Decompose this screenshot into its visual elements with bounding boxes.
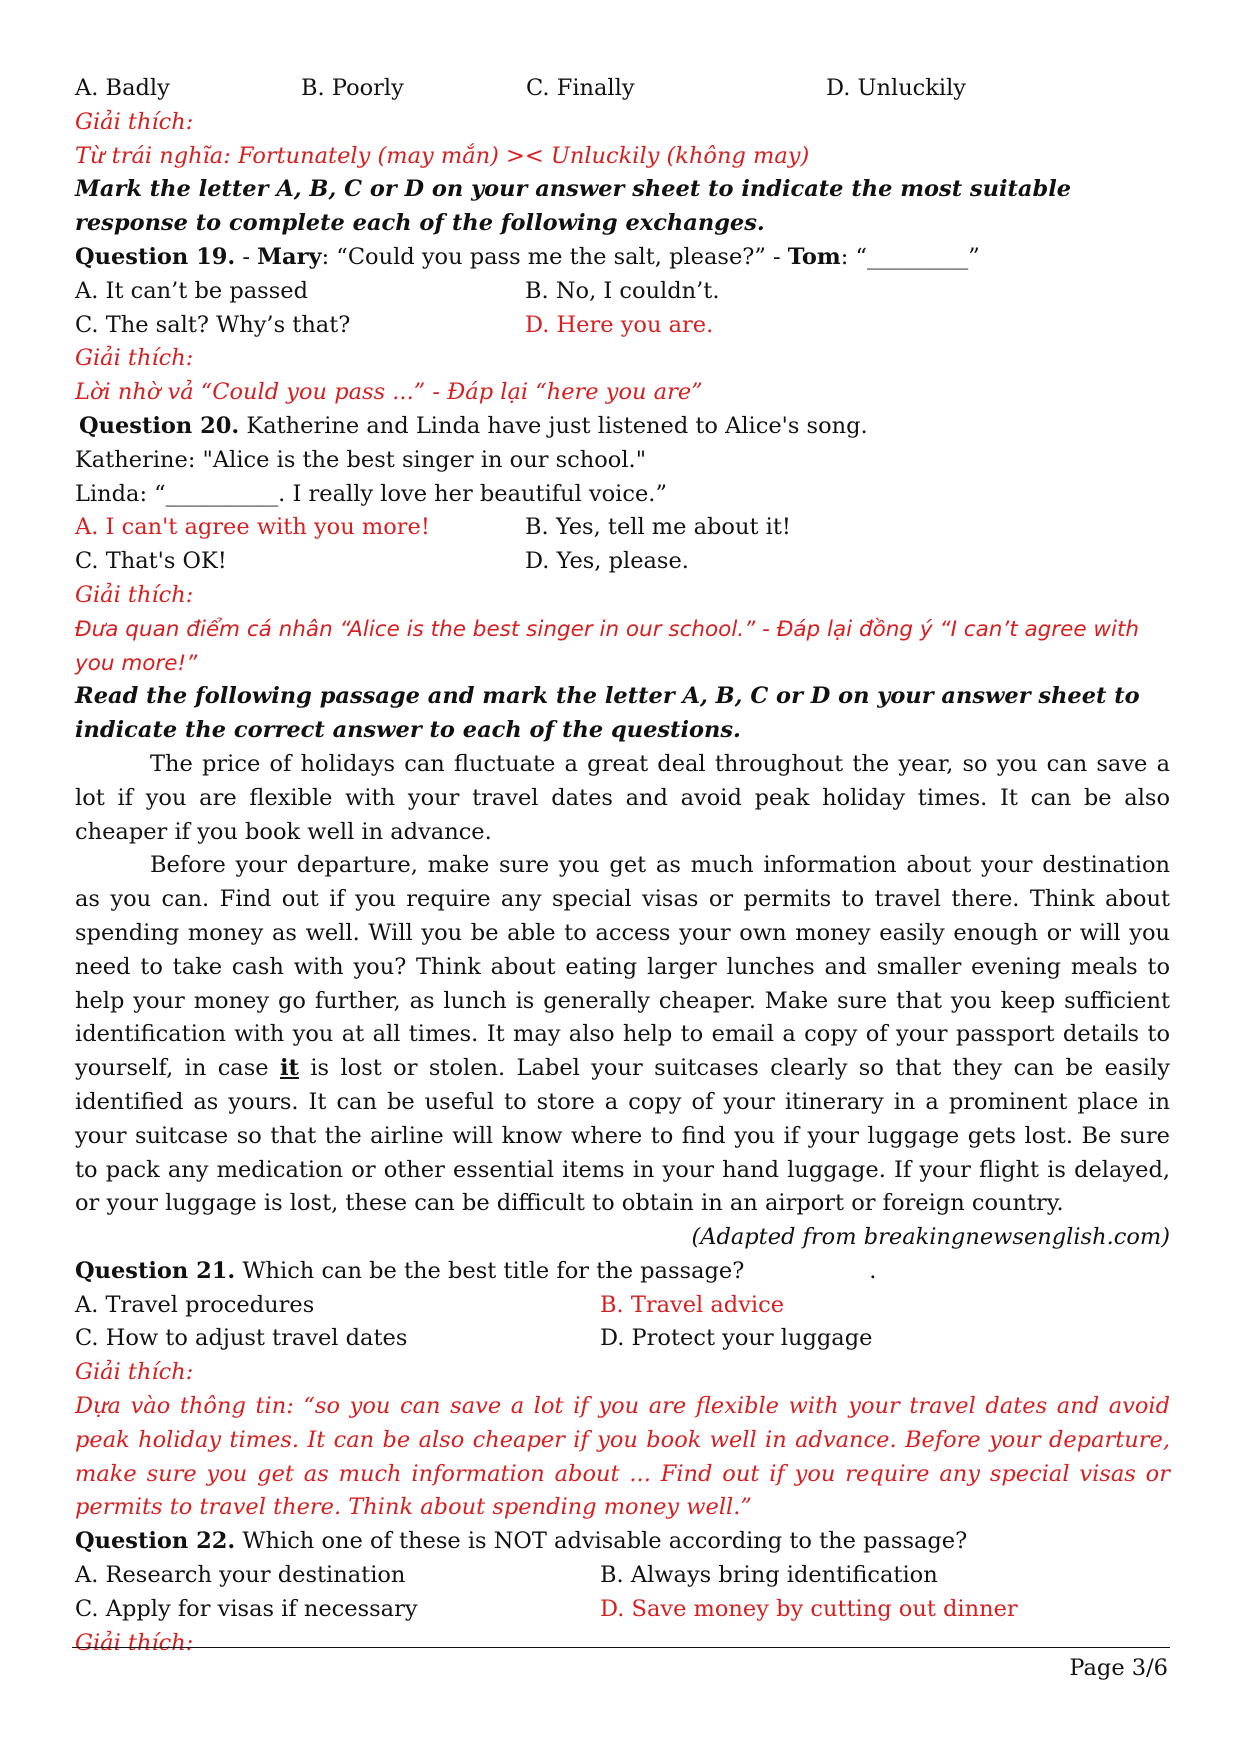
q19-option-a: A. It can’t be passed — [75, 277, 308, 304]
q21-explain-label: Giải thích: — [75, 1359, 194, 1386]
q19-label: Question 19. — [75, 243, 236, 270]
q21-trailing-dot: . — [869, 1257, 877, 1284]
q18-option-d: D. Unluckily — [826, 75, 967, 101]
q19-text-1: : “Could you pass me the salt, please?” - — [321, 243, 788, 270]
q21-options-row-2 — [75, 1322, 1170, 1356]
document-page — [75, 72, 1170, 1660]
q20-option-d: D. Yes, please. — [525, 548, 689, 575]
q20-explain-label: Giải thích: — [75, 581, 194, 608]
footer-divider — [72, 1647, 1170, 1648]
q19-option-d-answer: D. Here you are. — [525, 311, 714, 338]
q22-question — [75, 1525, 1170, 1559]
q20-label: Question 20. — [79, 412, 240, 439]
q21-question — [75, 1255, 1170, 1289]
q20-explain: Đưa quan điểm cá nhân “Alice is the best singer in our school.” - Đáp lại đồng ý “I can’t agree with you more!” — [75, 616, 1140, 676]
q19-speaker-1: Mary — [257, 243, 322, 270]
passage-underlined-it: it — [279, 1055, 299, 1082]
q22-options-row-2 — [75, 1593, 1170, 1627]
q19-speaker-2: Tom — [787, 243, 841, 270]
q22-options-row-1 — [75, 1559, 1170, 1593]
passage-p2-after: is lost or stolen. Label your suitcases clearly so that they can be easily identified as yours. It can be useful to store a copy of your itinerary in a prominent place in your suitcase so that the airline will know where to find you if your luggage gets lost. Be sure to pack any medication or other essential items in your hand luggage. If your flight is delayed, or your luggage is lost, these can be difficult to obtain in an airport or foreign country. — [75, 1055, 1170, 1217]
q21-option-d: D. Protect your luggage — [600, 1325, 873, 1352]
q19-dash: - — [235, 243, 258, 270]
q20-option-c: C. That's OK! — [75, 548, 227, 575]
q20-line-linda: Linda: “__________. I really love her beautiful voice.” — [75, 480, 667, 507]
q21-explain: Dựa vào thông tin: “so you can save a lot if you are flexible with your travel dates and avoid peak holiday times. It can be also cheaper if you book well in advance. Before your departure, make sure you get as much information about ... Find out if you require any special visas or permits to travel there. Think about spending money well.” — [75, 1393, 1170, 1521]
q19-option-c: C. The salt? Why’s that? — [75, 311, 351, 338]
q18-option-b: B. Poorly — [301, 75, 404, 101]
q18-explain-label: Giải thích: — [75, 108, 194, 135]
q22-option-a: A. Research your destination — [75, 1562, 406, 1589]
q22-option-b: B. Always bring identification — [600, 1562, 938, 1589]
q19-explain: Lời nhờ vả “Could you pass ...” - Đáp lại “here you are” — [75, 379, 703, 406]
passage-paragraph-2 — [75, 849, 1170, 1221]
page-number: Page 3/6 — [1069, 1655, 1168, 1681]
q21-option-a: A. Travel procedures — [75, 1291, 315, 1318]
q22-label: Question 22. — [75, 1528, 236, 1555]
q22-explain-label: Giải thích: — [75, 1629, 194, 1656]
q18-option-a: A. Badly — [75, 75, 170, 101]
q20-options-row-1 — [75, 511, 1170, 545]
q20-line-katherine: Katherine: "Alice is the best singer in our school." — [75, 446, 647, 473]
q19-options-row-1 — [75, 275, 1170, 309]
q19-explain-label: Giải thích: — [75, 345, 194, 372]
q18-explain: Từ trái nghĩa: Fortunately (may mắn) >< Unluckily (không may) — [75, 142, 810, 169]
q22-text: Which one of these is NOT advisable according to the passage? — [235, 1528, 968, 1555]
reading-instruction: Read the following passage and mark the letter A, B, C or D on your answer sheet to indicate the correct answer to each of the questions. — [75, 683, 1140, 744]
q21-text: Which can be the best title for the passage? — [235, 1257, 745, 1284]
q21-label: Question 21. — [75, 1257, 236, 1284]
q20-options-row-2 — [75, 545, 1170, 579]
q20-question — [75, 410, 1170, 444]
passage-paragraph-1: The price of holidays can fluctuate a great deal throughout the year, so you can save a lot if you are flexible with your travel dates and avoid peak holiday times. It can be also cheaper if you book well in advance. — [75, 750, 1170, 845]
q19-text-2: : “_________” — [840, 243, 980, 270]
passage-p2-before: Before your departure, make sure you get as much information about your destination as you can. Find out if you require any special visas or permits to travel there. Think about spending money as well. Will you be able to access your own money easily enough or will you need to take cash with you? Think about eating larger lunches and smaller evening meals to help your money go further, as lunch is generally cheaper. Make sure that you keep sufficient identification with you at all times. It may also help to email a copy of your passport details to yourself, in case — [75, 852, 1170, 1082]
q20-option-b: B. Yes, tell me about it! — [525, 514, 791, 541]
exchange-instruction: Mark the letter A, B, C or D on your answer sheet to indicate the most suitable response to complete each of the following exchanges. — [75, 176, 1072, 237]
q22-option-c: C. Apply for visas if necessary — [75, 1595, 418, 1622]
q19-option-b: B. No, I couldn’t. — [525, 277, 720, 304]
q18-options — [75, 72, 1170, 106]
q18-option-c: C. Finally — [526, 75, 635, 101]
q21-option-c: C. How to adjust travel dates — [75, 1325, 408, 1352]
q19-options-row-2 — [75, 309, 1170, 343]
q19-question — [75, 241, 1170, 275]
q22-option-d-answer: D. Save money by cutting out dinner — [600, 1595, 1018, 1622]
q21-options-row-1 — [75, 1289, 1170, 1323]
q20-option-a-answer: A. I can't agree with you more! — [75, 514, 430, 541]
passage-source: (Adapted from breakingnewsenglish.com) — [691, 1224, 1170, 1251]
q20-text: Katherine and Linda have just listened to Alice's song. — [239, 412, 868, 439]
q21-option-b-answer: B. Travel advice — [600, 1291, 785, 1318]
